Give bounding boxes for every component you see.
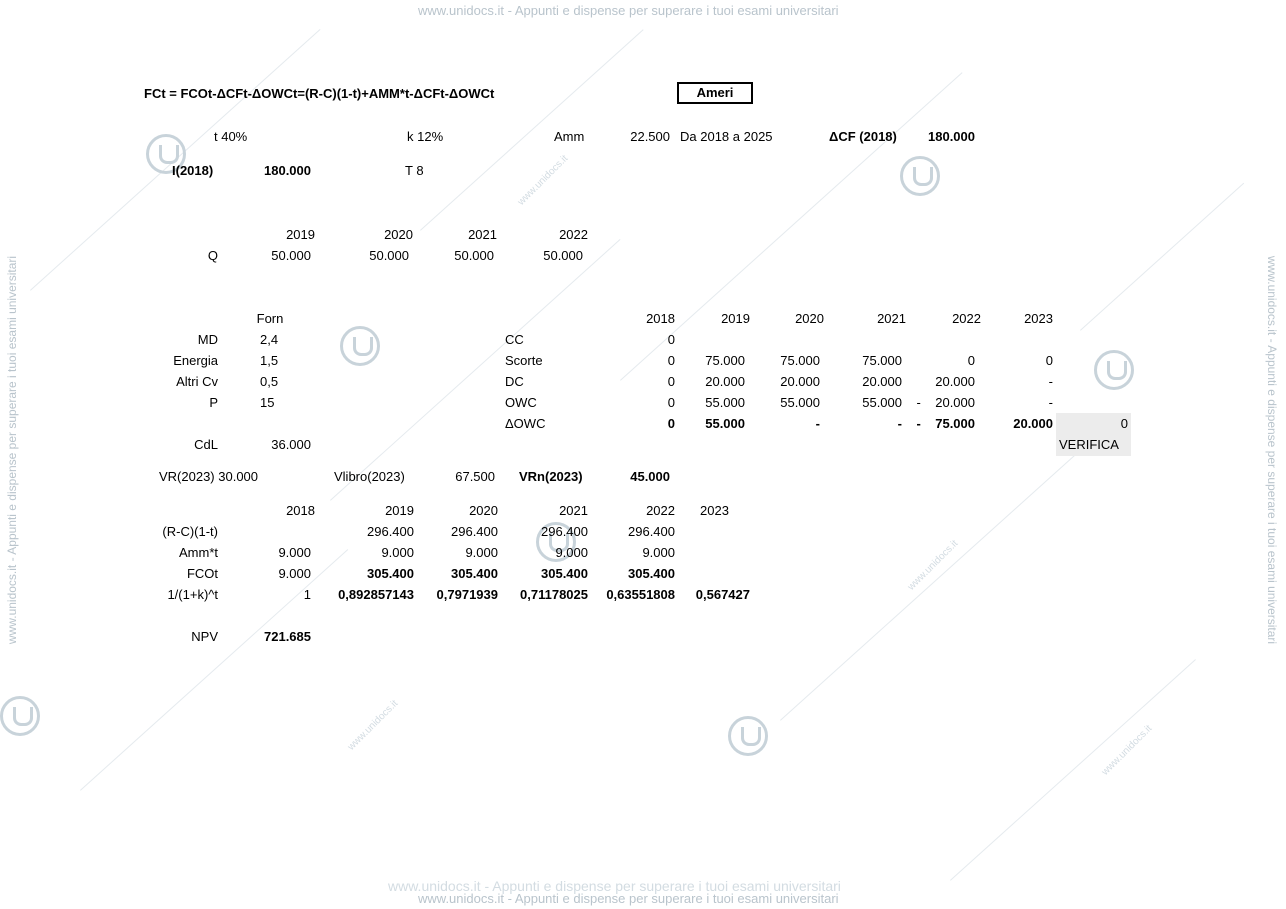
param-amm-period: Da 2018 a 2025 xyxy=(680,129,773,144)
fco-cell: 9.000 xyxy=(465,545,498,560)
fco-cell: 1 xyxy=(303,587,311,602)
owc-cell: 20.000 xyxy=(862,374,902,389)
fco-cell: 9.000 xyxy=(555,545,588,560)
watermark-logo-icon xyxy=(340,326,380,366)
vrn-value: 45.000 xyxy=(630,469,670,484)
watermark-line xyxy=(780,439,1093,721)
costs-header: Forn xyxy=(256,311,284,326)
watermark-diag: www.unidocs.it xyxy=(345,698,401,753)
owc-year: 2018 xyxy=(646,311,675,326)
owc-cell: 55.000 xyxy=(705,416,745,431)
watermark-diag: www.unidocs.it xyxy=(1099,723,1155,778)
cost-value: 0,5 xyxy=(260,374,279,389)
owc-cell: 0 xyxy=(667,395,675,410)
param-i-label: I(2018) xyxy=(172,163,214,178)
owc-cell: 0 xyxy=(667,332,675,347)
owc-check-label: VERIFICA xyxy=(1059,437,1119,452)
fco-cell: 296.400 xyxy=(541,524,588,539)
owc-cell: - xyxy=(815,416,820,431)
param-dcf-label: ΔCF (2018) xyxy=(829,129,897,144)
fco-year: 2022 xyxy=(646,503,675,518)
cdl-value: 36.000 xyxy=(271,437,311,452)
owc-cell: - 20.000 xyxy=(916,395,975,410)
owc-cell: - xyxy=(1048,374,1053,389)
vrn-label: VRn(2023) xyxy=(519,469,583,484)
cdl-label: CdL xyxy=(194,437,218,452)
fco-cell: 305.400 xyxy=(367,566,414,581)
cost-value: 1,5 xyxy=(260,353,279,368)
fco-year: 2020 xyxy=(469,503,498,518)
q-value: 50.000 xyxy=(454,248,494,263)
npv-value: 721.685 xyxy=(264,629,311,644)
param-i-value: 180.000 xyxy=(264,163,311,178)
watermark-left: www.unidocs.it - Appunti e dispense per superare i tuoi esami universitari xyxy=(5,255,19,645)
owc-cell: 0 xyxy=(967,353,975,368)
fco-cell: 0,7971939 xyxy=(436,587,498,602)
owc-cell: 20.000 xyxy=(935,374,975,389)
owc-cell: - 75.000 xyxy=(916,416,975,431)
param-dcf-value: 180.000 xyxy=(928,129,975,144)
fco-cell: 0,892857143 xyxy=(338,587,414,602)
owc-year: 2020 xyxy=(795,311,824,326)
param-t: t 40% xyxy=(214,129,248,144)
owc-cell: 0 xyxy=(667,416,675,431)
owc-cell: 20.000 xyxy=(1013,416,1053,431)
cost-label: Altri Cv xyxy=(176,374,218,389)
owc-cell: 75.000 xyxy=(780,353,820,368)
cost-value: 2,4 xyxy=(260,332,279,347)
watermark-logo-icon xyxy=(900,156,940,196)
fco-cell: 0,63551808 xyxy=(606,587,675,602)
owc-cell: 75.000 xyxy=(705,353,745,368)
owc-cell: 0 xyxy=(667,374,675,389)
q-year: 2021 xyxy=(468,227,497,242)
fco-cell: 305.400 xyxy=(541,566,588,581)
cost-label: P xyxy=(209,395,218,410)
vlibro-label: Vlibro(2023) xyxy=(334,469,405,484)
owc-check-value: 0 xyxy=(1120,416,1128,431)
watermark-logo-icon xyxy=(0,696,40,736)
cost-label: MD xyxy=(197,332,218,347)
owc-year: 2023 xyxy=(1024,311,1053,326)
watermark-diag: www.unidocs.it xyxy=(905,538,961,593)
fco-cell: 9.000 xyxy=(278,566,311,581)
fco-year: 2021 xyxy=(559,503,588,518)
q-year: 2022 xyxy=(559,227,588,242)
owc-cell: 75.000 xyxy=(862,353,902,368)
owc-cell: 0 xyxy=(667,353,675,368)
owc-cell: 55.000 xyxy=(862,395,902,410)
fco-row-label: FCOt xyxy=(186,566,218,581)
q-year: 2019 xyxy=(286,227,315,242)
watermark-line xyxy=(950,659,1196,881)
param-k: k 12% xyxy=(407,129,444,144)
formula-title: FCt = FCOt-ΔCFt-ΔOWCt=(R-C)(1-t)+AMM*t-ΔCFt-ΔOWCt xyxy=(144,86,495,101)
owc-year: 2019 xyxy=(721,311,750,326)
owc-year: 2021 xyxy=(877,311,906,326)
owc-cell: 0 xyxy=(1045,353,1053,368)
watermark-top: www.unidocs.it - Appunti e dispense per superare i tuoi esami universitari xyxy=(418,3,839,18)
fco-cell: 305.400 xyxy=(628,566,675,581)
param-T: T 8 xyxy=(405,163,424,178)
watermark-line xyxy=(330,239,620,501)
owc-row-label: Scorte xyxy=(505,353,543,368)
param-amm-label: Amm xyxy=(554,129,585,144)
fco-cell: 0,567427 xyxy=(695,587,750,602)
owc-row-label: OWC xyxy=(505,395,537,410)
fco-cell: 9.000 xyxy=(381,545,414,560)
watermark-bottom: www.unidocs.it - Appunti e dispense per superare i tuoi esami universitari xyxy=(418,891,839,906)
q-value: 50.000 xyxy=(369,248,409,263)
q-year: 2020 xyxy=(384,227,413,242)
fco-year: 2023 xyxy=(700,503,729,518)
owc-cell: 55.000 xyxy=(780,395,820,410)
fco-row-label: 1/(1+k)^t xyxy=(167,587,218,602)
fco-year: 2019 xyxy=(385,503,414,518)
cost-value: 15 xyxy=(260,395,275,410)
watermark-line xyxy=(80,549,348,791)
watermark-logo-icon xyxy=(1094,350,1134,390)
owc-row-label: DC xyxy=(505,374,524,389)
watermark-bottom-ghost: www.unidocs.it - Appunti e dispense per superare i tuoi esami universitari xyxy=(388,878,841,894)
fco-cell: 9.000 xyxy=(642,545,675,560)
fco-cell: 296.400 xyxy=(628,524,675,539)
vlibro-value: 67.500 xyxy=(455,469,495,484)
owc-year: 2022 xyxy=(952,311,981,326)
fco-cell: 0,71178025 xyxy=(520,587,588,602)
watermark-right: www.unidocs.it - Appunti e dispense per superare i tuoi esami universitari xyxy=(1265,255,1279,645)
fco-row-label: Amm*t xyxy=(179,545,218,560)
owc-cell: 20.000 xyxy=(705,374,745,389)
watermark-logo-icon xyxy=(728,716,768,756)
fco-cell: 296.400 xyxy=(367,524,414,539)
fco-year: 2018 xyxy=(286,503,315,518)
ameri-button[interactable]: Ameri xyxy=(677,82,753,104)
owc-row-label: ΔOWC xyxy=(505,416,546,431)
fco-cell: 9.000 xyxy=(278,545,311,560)
fco-cell: 305.400 xyxy=(451,566,498,581)
watermark-diag: www.unidocs.it xyxy=(515,153,571,208)
owc-row-label: CC xyxy=(505,332,524,347)
owc-cell: 55.000 xyxy=(705,395,745,410)
owc-cell: - xyxy=(897,416,902,431)
watermark-line xyxy=(1080,183,1244,331)
npv-label: NPV xyxy=(191,629,218,644)
cost-label: Energia xyxy=(173,353,218,368)
owc-cell: - xyxy=(1048,395,1053,410)
q-value: 50.000 xyxy=(543,248,583,263)
vr-value: VR(2023) 30.000 xyxy=(159,469,259,484)
owc-cell: 20.000 xyxy=(780,374,820,389)
q-label: Q xyxy=(207,248,218,263)
fco-row-label: (R-C)(1-t) xyxy=(162,524,218,539)
param-amm-value: 22.500 xyxy=(630,129,670,144)
fco-cell: 296.400 xyxy=(451,524,498,539)
q-value: 50.000 xyxy=(271,248,311,263)
